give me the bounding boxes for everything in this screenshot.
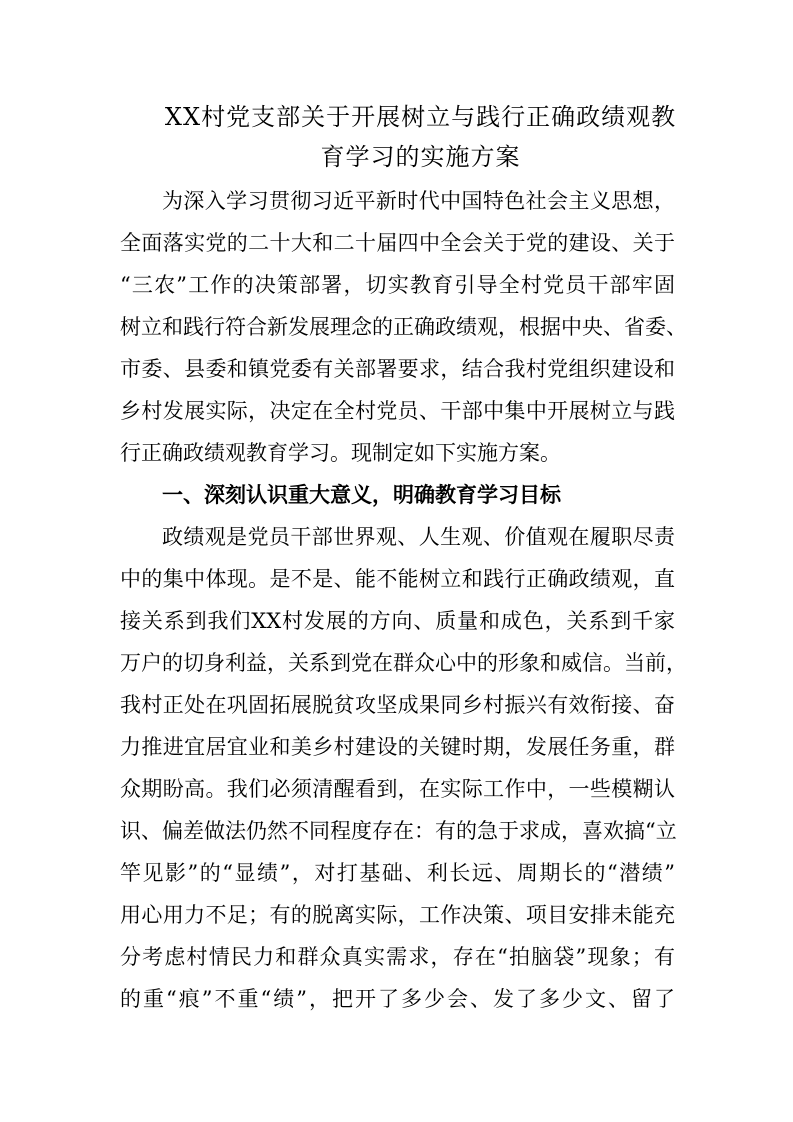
section-1-paragraph-line: 接关系到我们XX村发展的方向、质量和成色，关系到千家 (120, 609, 675, 633)
section-1-paragraph-line: 我村正处在巩固拓展脱贫攻坚成果同乡村振兴有效衔接、奋 (120, 693, 675, 717)
section-1-paragraph-line: 众期盼高。我们必须清醒看到，在实际工作中，一些模糊认 (120, 777, 675, 801)
section-1-paragraph-line: 竿见影”的“显绩”，对打基础、利长远、周期长的“潜绩” (120, 861, 675, 885)
intro-paragraph-line: 全面落实党的二十大和二十届四中全会关于党的建设、关于 (120, 231, 675, 255)
section-1-paragraph-line: 用心用力不足；有的脱离实际，工作决策、项目安排未能充 (120, 903, 675, 927)
intro-paragraph-line: “三农”工作的决策部署，切实教育引导全村党员干部牢固 (120, 273, 675, 297)
intro-paragraph-line: 树立和践行符合新发展理念的正确政绩观，根据中央、省委、 (120, 315, 687, 339)
section-1-paragraph-line: 分考虑村情民力和群众真实需求，存在“拍脑袋”现象；有 (120, 945, 675, 969)
intro-paragraph-line: 乡村发展实际，决定在全村党员、干部中集中开展树立与践 (120, 399, 675, 423)
section-1-heading: 一、深刻认识重大意义，明确教育学习目标 (162, 482, 561, 507)
section-1-paragraph-line: 识、偏差做法仍然不同程度存在：有的急于求成，喜欢搞“立 (120, 819, 677, 843)
intro-paragraph-line: 行正确政绩观教育学习。现制定如下实施方案。 (120, 441, 561, 465)
section-1-paragraph-line: 政绩观是党员干部世界观、人生观、价值观在履职尽责 (162, 525, 675, 549)
section-1-paragraph-line: 的重“痕”不重“绩”，把开了多少会、发了多少文、留了 (120, 987, 675, 1011)
section-1-paragraph-line: 力推进宜居宜业和美乡村建设的关键时期，发展任务重，群 (120, 735, 675, 759)
document-title-line-2: 育学习的实施方案 (320, 143, 521, 171)
section-1-paragraph-line: 万户的切身利益，关系到党在群众心中的形象和威信。当前， (120, 651, 687, 675)
intro-paragraph-line: 为深入学习贯彻习近平新时代中国特色社会主义思想， (162, 189, 675, 213)
intro-paragraph-line: 市委、县委和镇党委有关部署要求，结合我村党组织建设和 (120, 357, 675, 381)
section-1-paragraph-line: 中的集中体现。是不是、能不能树立和践行正确政绩观，直 (120, 567, 675, 591)
document-title-line-1: XX村党支部关于开展树立与践行正确政绩观教 (164, 103, 677, 131)
